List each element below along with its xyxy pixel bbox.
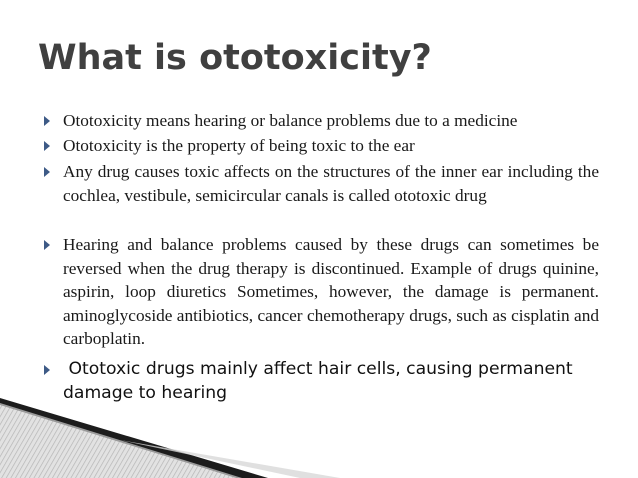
bullet-text: Ototoxicity means hearing or balance problems due to a medicine xyxy=(63,111,518,130)
bullet-text: Ototoxic drugs mainly affect hair cells, causing permanent damage to hearing xyxy=(63,359,579,403)
bullet-text: Any drug causes toxic affects on the structures of the inner ear including the cochlea, vestibule, semicircular canals is called ototoxic drug xyxy=(63,162,599,205)
bullet-arrow-icon xyxy=(44,116,50,126)
bullet-arrow-icon xyxy=(44,141,50,151)
bullet-text: Hearing and balance problems caused by these drugs can sometimes be reversed when the drug therapy is discontinued. Example of drugs quinine, aspirin, loop diuretics Sometimes, however, the damage is permanent. aminoglycoside antibiotics, cancer chemotherapy drugs, such as cisplatin and carboplatin. xyxy=(63,235,599,349)
slide-title: What is ototoxicity? xyxy=(38,38,432,78)
bullet-arrow-icon xyxy=(44,240,50,250)
bullet-arrow-icon xyxy=(44,365,50,375)
bullet-arrow-icon xyxy=(44,167,50,177)
bullet-text: Ototoxicity is the property of being toxic to the ear xyxy=(63,136,415,155)
